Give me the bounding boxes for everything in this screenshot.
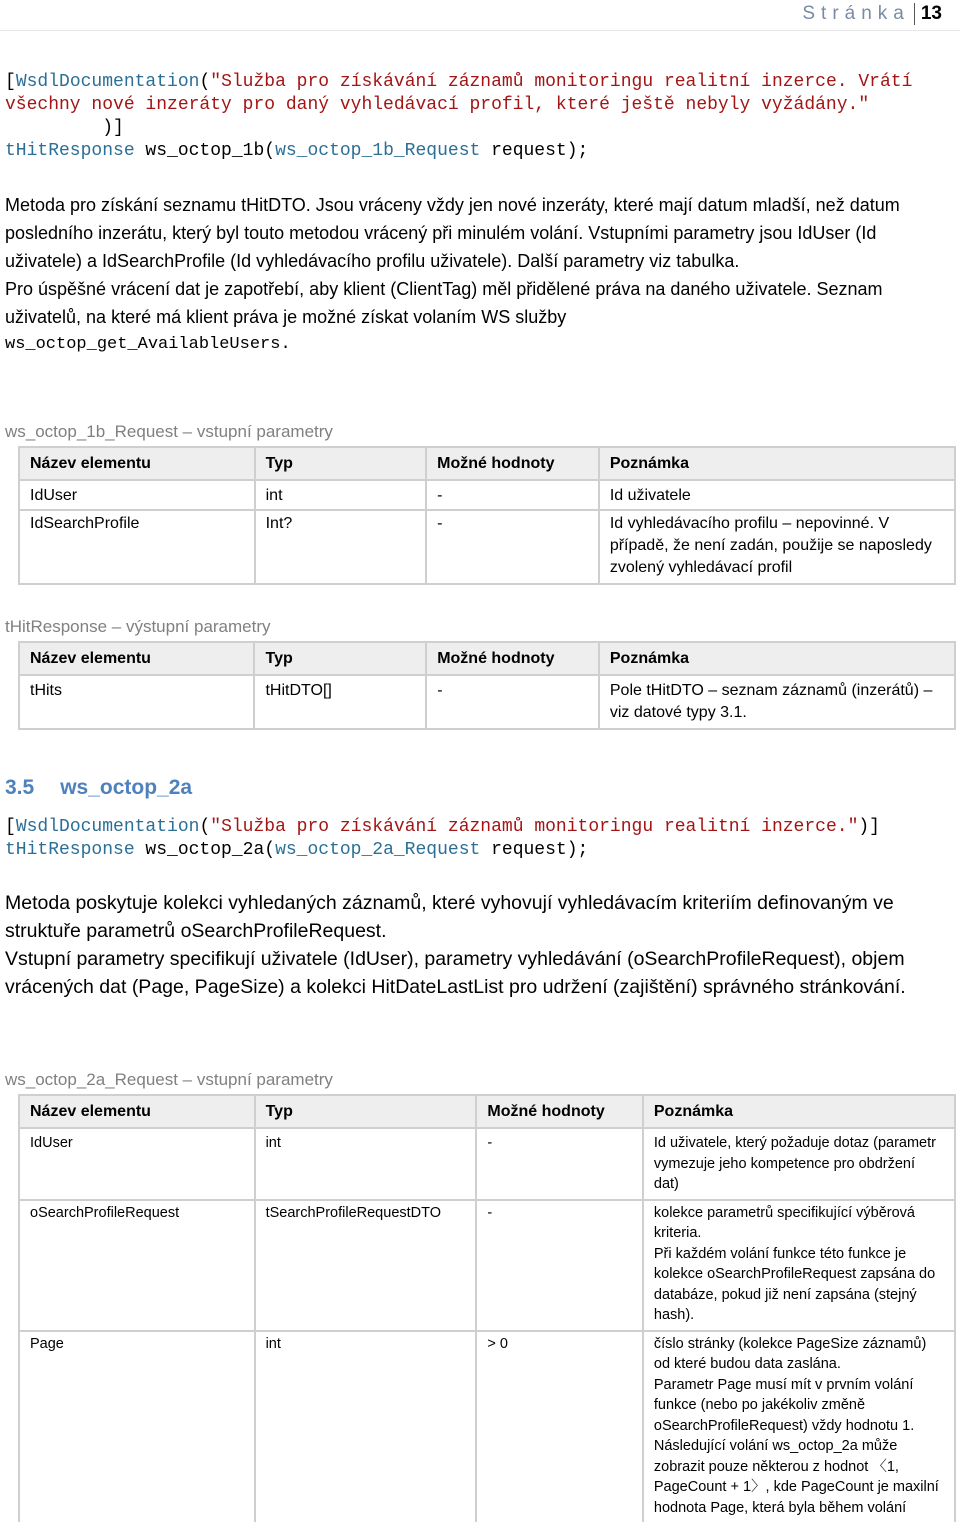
code-token: ( (199, 72, 210, 92)
code-token: )] (858, 817, 880, 837)
column-header: Poznámka (643, 1095, 955, 1128)
column-header: Možné hodnoty (426, 642, 599, 675)
cell-type: Int? (255, 510, 427, 584)
column-header: Možné hodnoty (426, 447, 599, 480)
cell-type: int (255, 1331, 477, 1522)
cell-values: > 0 (476, 1331, 642, 1522)
cell-values: - (426, 675, 599, 729)
cell-name: tHits (19, 675, 254, 729)
column-header: Název elementu (19, 447, 255, 480)
table-caption: tHitResponse – výstupní parametry (5, 617, 271, 637)
cell-note (643, 1331, 955, 1522)
table-row (19, 480, 955, 510)
code-token: request); (480, 141, 588, 161)
description-paragraph: Vstupní parametry specifikují uživatele (IdUser), parametry vyhledávání (oSearchProfileRequest), objem vrácených dat (Page, PageSize) a kolekci HitDateLastList pro udržení (zajištění) správného stránkování. (5, 945, 945, 1001)
column-header: Název elementu (19, 642, 254, 675)
code-block-1 (5, 71, 912, 163)
code-token: ws_octop_2a( (135, 840, 275, 860)
cell-values: - (476, 1200, 642, 1331)
code-token: [ (5, 817, 16, 837)
code-token: [ (5, 72, 16, 92)
cell-type: tSearchProfileRequestDTO (255, 1200, 477, 1331)
code-block-2 (5, 816, 880, 862)
description-paragraph: Metoda pro získání seznamu tHitDTO. Jsou vráceny vždy jen nové inzeráty, které mají datum mladší, než datum posledního inzerátu, který byl touto metodou vrácený při minulém volání. Vstupními parametry jsou IdUser (Id uživatele) a IdSearchProfile (Id vyhledávacího profilu uživatele). Další parametry viz tabulka. (5, 191, 945, 275)
cell-type: tHitDTO[] (254, 675, 426, 729)
section-number: 3.5 (5, 776, 34, 799)
code-type: tHitResponse (5, 840, 135, 860)
column-header: Poznámka (599, 642, 955, 675)
cell-values: - (426, 510, 599, 584)
description-paragraph: Pro úspěšné vrácení dat je zapotřebí, aby klient (ClientTag) měl přidělené práva na daného uživatele. Seznam uživatelů, na které má klient práva je možné získat volaním WS služby (5, 275, 945, 331)
page-header (802, 0, 942, 28)
cell-values: - (426, 480, 599, 510)
cell-note: Id uživatele, který požaduje dotaz (parametr vymezuje jeho kompetence pro obdržení dat) (643, 1128, 955, 1200)
column-header: Možné hodnoty (476, 1095, 642, 1128)
cell-name: Page (19, 1331, 255, 1522)
page-header-title: Stránka (802, 3, 909, 25)
note-line: kolekce parametrů specifikující výběrová kriteria. (654, 1203, 944, 1244)
cell-name: IdSearchProfile (19, 510, 255, 584)
cell-note: Id vyhledávacího profilu – nepovinné. V případě, že není zadán, použije se naposledy zvolený vyhledávací profil (599, 510, 955, 584)
cell-name: IdUser (19, 1128, 255, 1200)
table-row (19, 510, 955, 584)
section-heading (5, 776, 192, 800)
code-string: "Služba pro získávání záznamů monitoringu realitní inzerce." (210, 817, 858, 837)
note-line: Parametr Page musí mít v prvním volání funkce (nebo po jakékoliv změně oSearchProfileRequest) vždy hodnotu 1. (654, 1375, 944, 1437)
table-caption: ws_octop_1b_Request – vstupní parametry (5, 422, 333, 442)
table-caption: ws_octop_2a_Request – vstupní parametry (5, 1070, 333, 1090)
cell-note: Pole tHitDTO – seznam záznamů (inzerátů) – viz datové typy 3.1. (599, 675, 955, 729)
code-attribute: WsdlDocumentation (16, 72, 200, 92)
code-string: všechny nové inzeráty pro daný vyhledávací profil, které ještě nebyly vyžádány." (5, 95, 869, 115)
column-header: Typ (255, 447, 427, 480)
cell-note: Id uživatele (599, 480, 955, 510)
table-row (19, 675, 955, 729)
code-token: request); (480, 840, 588, 860)
cell-values: - (476, 1128, 642, 1200)
cell-name: IdUser (19, 480, 255, 510)
table-row (19, 1331, 955, 1522)
description-paragraph: Metoda poskytuje kolekci vyhledaných záznamů, které vyhovují vyhledávacím kriteriím definovaným ve struktuře parametrů oSearchProfileRequest. (5, 889, 945, 945)
code-token: )] (5, 118, 124, 138)
table-row (19, 1128, 955, 1200)
code-token: ( (199, 817, 210, 837)
column-header: Název elementu (19, 1095, 255, 1128)
cell-type: int (255, 1128, 477, 1200)
method-description-2a (5, 889, 945, 1001)
cell-type: int (255, 480, 427, 510)
header-rule (0, 30, 960, 31)
table-row (19, 1200, 955, 1331)
cell-name: oSearchProfileRequest (19, 1200, 255, 1331)
response-table (18, 641, 956, 730)
page-number: 13 (921, 3, 942, 25)
code-token: ws_octop_1b( (135, 141, 275, 161)
code-reference: ws_octop_get_AvailableUsers. (5, 331, 945, 359)
code-string: "Služba pro získávání záznamů monitoringu realitní inzerce. Vrátí (210, 72, 912, 92)
column-header: Poznámka (599, 447, 955, 480)
code-type: tHitResponse (5, 141, 135, 161)
note-line: Při každém volání funkce této funkce je kolekce oSearchProfileRequest zapsána do databáze, pokud již není zapsána (stejný hash). (654, 1244, 944, 1326)
code-attribute: WsdlDocumentation (16, 817, 200, 837)
note-line: Následující volání ws_octop_2a může zobrazit pouze některou z hodnot 〈1, PageCount + 1〉, kde PageCount je maxilní hodnota Page, která byla během volání (654, 1436, 944, 1518)
header-divider (914, 3, 915, 25)
cell-note (643, 1200, 955, 1331)
params-table-2a (18, 1094, 956, 1522)
params-table-1b (18, 446, 956, 585)
method-description-1b (5, 191, 945, 359)
section-title: ws_octop_2a (60, 776, 192, 799)
column-header: Typ (254, 642, 426, 675)
code-type: ws_octop_2a_Request (275, 840, 480, 860)
column-header: Typ (255, 1095, 477, 1128)
note-line: číslo stránky (kolekce PageSize záznamů) od které budou data zaslána. (654, 1334, 944, 1375)
code-type: ws_octop_1b_Request (275, 141, 480, 161)
